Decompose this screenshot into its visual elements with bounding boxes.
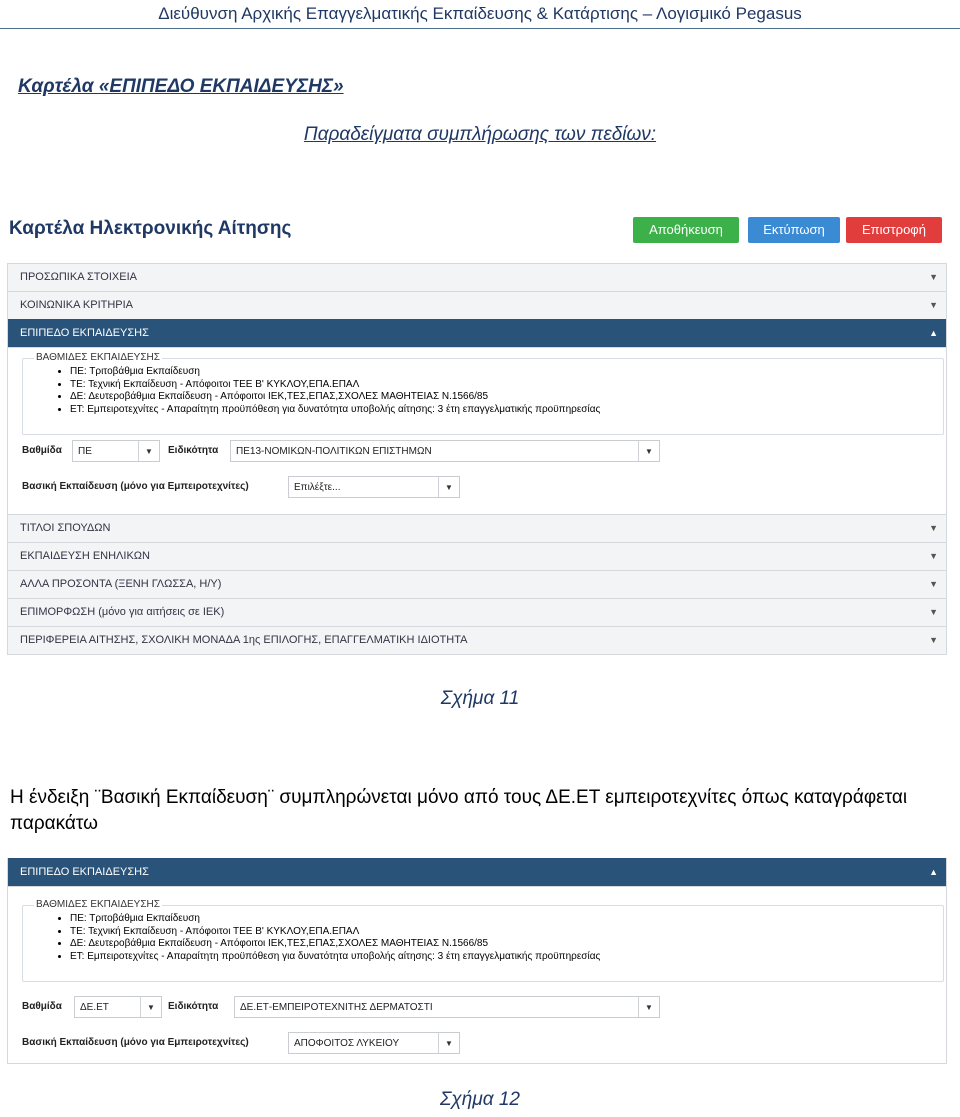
list-item: • ΕΤ: Εμπειροτεχνίτες - Απαραίτητη προϋπόθεση για δυνατότητα υποβολής αίτησης: 3 έτη επαγγελματικής προϋπηρεσίας — [70, 404, 600, 417]
screenshot-figure-11 — [7, 214, 945, 664]
education-level-panel — [8, 886, 946, 1063]
vathmida-label: Βαθμίδα — [22, 445, 62, 456]
section-personal[interactable] — [8, 263, 946, 291]
chevron-down-icon: ▼ — [140, 997, 161, 1017]
section-label: ΠΕΡΙΦΕΡΕΙΑ ΑΙΤΗΣΗΣ, ΣΧΟΛΙΚΗ ΜΟΝΑΔΑ 1ης ΕΠΙΛΟΓΗΣ, ΕΠΑΓΓΕΛΜΑΤΙΚΗ ΙΔΙΟΤΗΤΑ — [20, 634, 468, 646]
eidikotita-label: Ειδικότητα — [168, 445, 219, 456]
basic-education-select[interactable] — [288, 476, 460, 498]
chevron-down-icon: ▼ — [438, 477, 459, 497]
chevron-down-icon: ▼ — [929, 272, 938, 282]
section-region-school[interactable] — [8, 626, 946, 654]
basic-education-select[interactable] — [288, 1032, 460, 1054]
section-label: ΑΛΛΑ ΠΡΟΣΟΝΤΑ (ΞΕΝΗ ΓΛΩΣΣΑ, Η/Υ) — [20, 578, 222, 590]
section-label: ΠΡΟΣΩΠΙΚΑ ΣΤΟΙΧΕΙΑ — [20, 271, 137, 283]
doc-subtitle: Παραδείγματα συμπλήρωσης των πεδίων: — [303, 124, 657, 145]
chevron-down-icon: ▼ — [929, 579, 938, 589]
list-item: • ΕΤ: Εμπειροτεχνίτες - Απαραίτητη προϋπόθεση για δυνατότητα υποβολής αίτησης: 3 έτη επαγγελματικής προϋπηρεσίας — [70, 951, 600, 964]
list-item: • ΠΕ: Τριτοβάθμια Εκπαίδευση — [70, 366, 600, 379]
section-training[interactable] — [8, 598, 946, 626]
chevron-up-icon: ▲ — [929, 328, 938, 338]
eidikotita-select[interactable] — [230, 440, 660, 462]
save-button[interactable]: Αποθήκευση — [633, 217, 739, 243]
list-item: • ΠΕ: Τριτοβάθμια Εκπαίδευση — [70, 913, 600, 926]
select-value: Επιλέξτε... — [294, 482, 341, 493]
chevron-down-icon: ▼ — [929, 607, 938, 617]
application-accordion — [7, 263, 947, 655]
vathmida-select[interactable] — [74, 996, 162, 1018]
section-label: ΕΠΙΠΕΔΟ ΕΚΠΑΙΔΕΥΣΗΣ — [20, 866, 149, 878]
section-label: ΕΚΠΑΙΔΕΥΣΗ ΕΝΗΛΙΚΩΝ — [20, 550, 150, 562]
section-education-level[interactable] — [8, 319, 946, 347]
chevron-down-icon: ▼ — [138, 441, 159, 461]
education-level-panel — [8, 347, 946, 514]
levels-list — [56, 366, 600, 416]
chevron-down-icon: ▼ — [929, 523, 938, 533]
chevron-down-icon: ▼ — [438, 1033, 459, 1053]
back-button[interactable]: Επιστροφή — [846, 217, 942, 243]
select-value: ΔΕ.ΕΤ — [80, 1002, 109, 1013]
levels-list — [56, 913, 600, 963]
figure-caption-12: Σχήμα 12 — [440, 1089, 520, 1110]
section-adult-education[interactable] — [8, 542, 946, 570]
figure-caption-11: Σχήμα 11 — [440, 688, 520, 709]
select-value: ΠΕ — [78, 446, 92, 457]
vathmida-select[interactable] — [72, 440, 160, 462]
list-item: • ΤΕ: Τεχνική Εκπαίδευση - Απόφοιτοι ΤΕΕ Β' ΚΥΚΛΟΥ,ΕΠΑ.ΕΠΑΛ — [70, 926, 600, 939]
levels-title: ΒΑΘΜΙΔΕΣ ΕΚΠΑΙΔΕΥΣΗΣ — [36, 352, 160, 363]
basic-education-label: Βασική Εκπαίδευση (μόνο για Εμπειροτεχνίτες) — [22, 481, 249, 492]
vathmida-label: Βαθμίδα — [22, 1001, 62, 1012]
application-accordion — [7, 858, 947, 1064]
section-social[interactable] — [8, 291, 946, 319]
section-education-level[interactable] — [8, 858, 946, 886]
list-item: • ΔΕ: Δευτεροβάθμια Εκπαίδευση - Απόφοιτοι ΙΕΚ,ΤΕΣ,ΕΠΑΣ,ΣΧΟΛΕΣ ΜΑΘΗΤΕΙΑΣ Ν.1566/85 — [70, 938, 600, 951]
select-value: ΠΕ13-ΝΟΜΙΚΩΝ-ΠΟΛΙΤΙΚΩΝ ΕΠΙΣΤΗΜΩΝ — [236, 446, 432, 457]
list-item: • ΔΕ: Δευτεροβάθμια Εκπαίδευση - Απόφοιτοι ΙΕΚ,ΤΕΣ,ΕΠΑΣ,ΣΧΟΛΕΣ ΜΑΘΗΤΕΙΑΣ Ν.1566/85 — [70, 391, 600, 404]
screenshot-figure-12 — [7, 858, 945, 1063]
basic-education-label: Βασική Εκπαίδευση (μόνο για Εμπειροτεχνίτες) — [22, 1037, 249, 1048]
section-label: ΤΙΤΛΟΙ ΣΠΟΥΔΩΝ — [20, 522, 111, 534]
list-item: • ΤΕ: Τεχνική Εκπαίδευση - Απόφοιτοι ΤΕΕ Β' ΚΥΚΛΟΥ,ΕΠΑ.ΕΠΑΛ — [70, 379, 600, 392]
eidikotita-select[interactable] — [234, 996, 660, 1018]
print-button[interactable]: Εκτύπωση — [748, 217, 840, 243]
section-label: ΚΟΙΝΩΝΙΚΑ ΚΡΙΤΗΡΙΑ — [20, 299, 134, 311]
doc-title: Καρτέλα «ΕΠΙΠΕΔΟ ΕΚΠΑΙΔΕΥΣΗΣ» — [18, 76, 344, 97]
app-title: Καρτέλα Ηλεκτρονικής Αίτησης — [9, 218, 292, 239]
section-label: ΕΠΙΠΕΔΟ ΕΚΠΑΙΔΕΥΣΗΣ — [20, 327, 149, 339]
body-paragraph: Η ένδειξη ¨Βασική Εκπαίδευση¨ συμπληρώνεται μόνο από τους ΔΕ.ΕΤ εμπειροτεχνίτες όπως καταγράφεται παρακάτω — [10, 787, 908, 834]
chevron-down-icon: ▼ — [638, 997, 659, 1017]
chevron-down-icon: ▼ — [929, 300, 938, 310]
chevron-up-icon: ▲ — [929, 867, 938, 877]
section-other-skills[interactable] — [8, 570, 946, 598]
levels-title: ΒΑΘΜΙΔΕΣ ΕΚΠΑΙΔΕΥΣΗΣ — [36, 899, 160, 910]
page-header: Διεύθυνση Αρχικής Επαγγελματικής Εκπαίδευσης & Κατάρτισης – Λογισμικό Pegasus — [0, 0, 960, 29]
select-value: ΔΕ.ΕΤ-ΕΜΠΕΙΡΟΤΕΧΝΙΤΗΣ ΔΕΡΜΑΤΟΣΤΙ — [240, 1002, 433, 1013]
chevron-down-icon: ▼ — [638, 441, 659, 461]
eidikotita-label: Ειδικότητα — [168, 1001, 219, 1012]
select-value: ΑΠΟΦΟΙΤΟΣ ΛΥΚΕΙΟΥ — [294, 1038, 400, 1049]
chevron-down-icon: ▼ — [929, 635, 938, 645]
section-degrees[interactable] — [8, 514, 946, 542]
section-label: ΕΠΙΜΟΡΦΩΣΗ (μόνο για αιτήσεις σε ΙΕΚ) — [20, 606, 225, 618]
chevron-down-icon: ▼ — [929, 551, 938, 561]
